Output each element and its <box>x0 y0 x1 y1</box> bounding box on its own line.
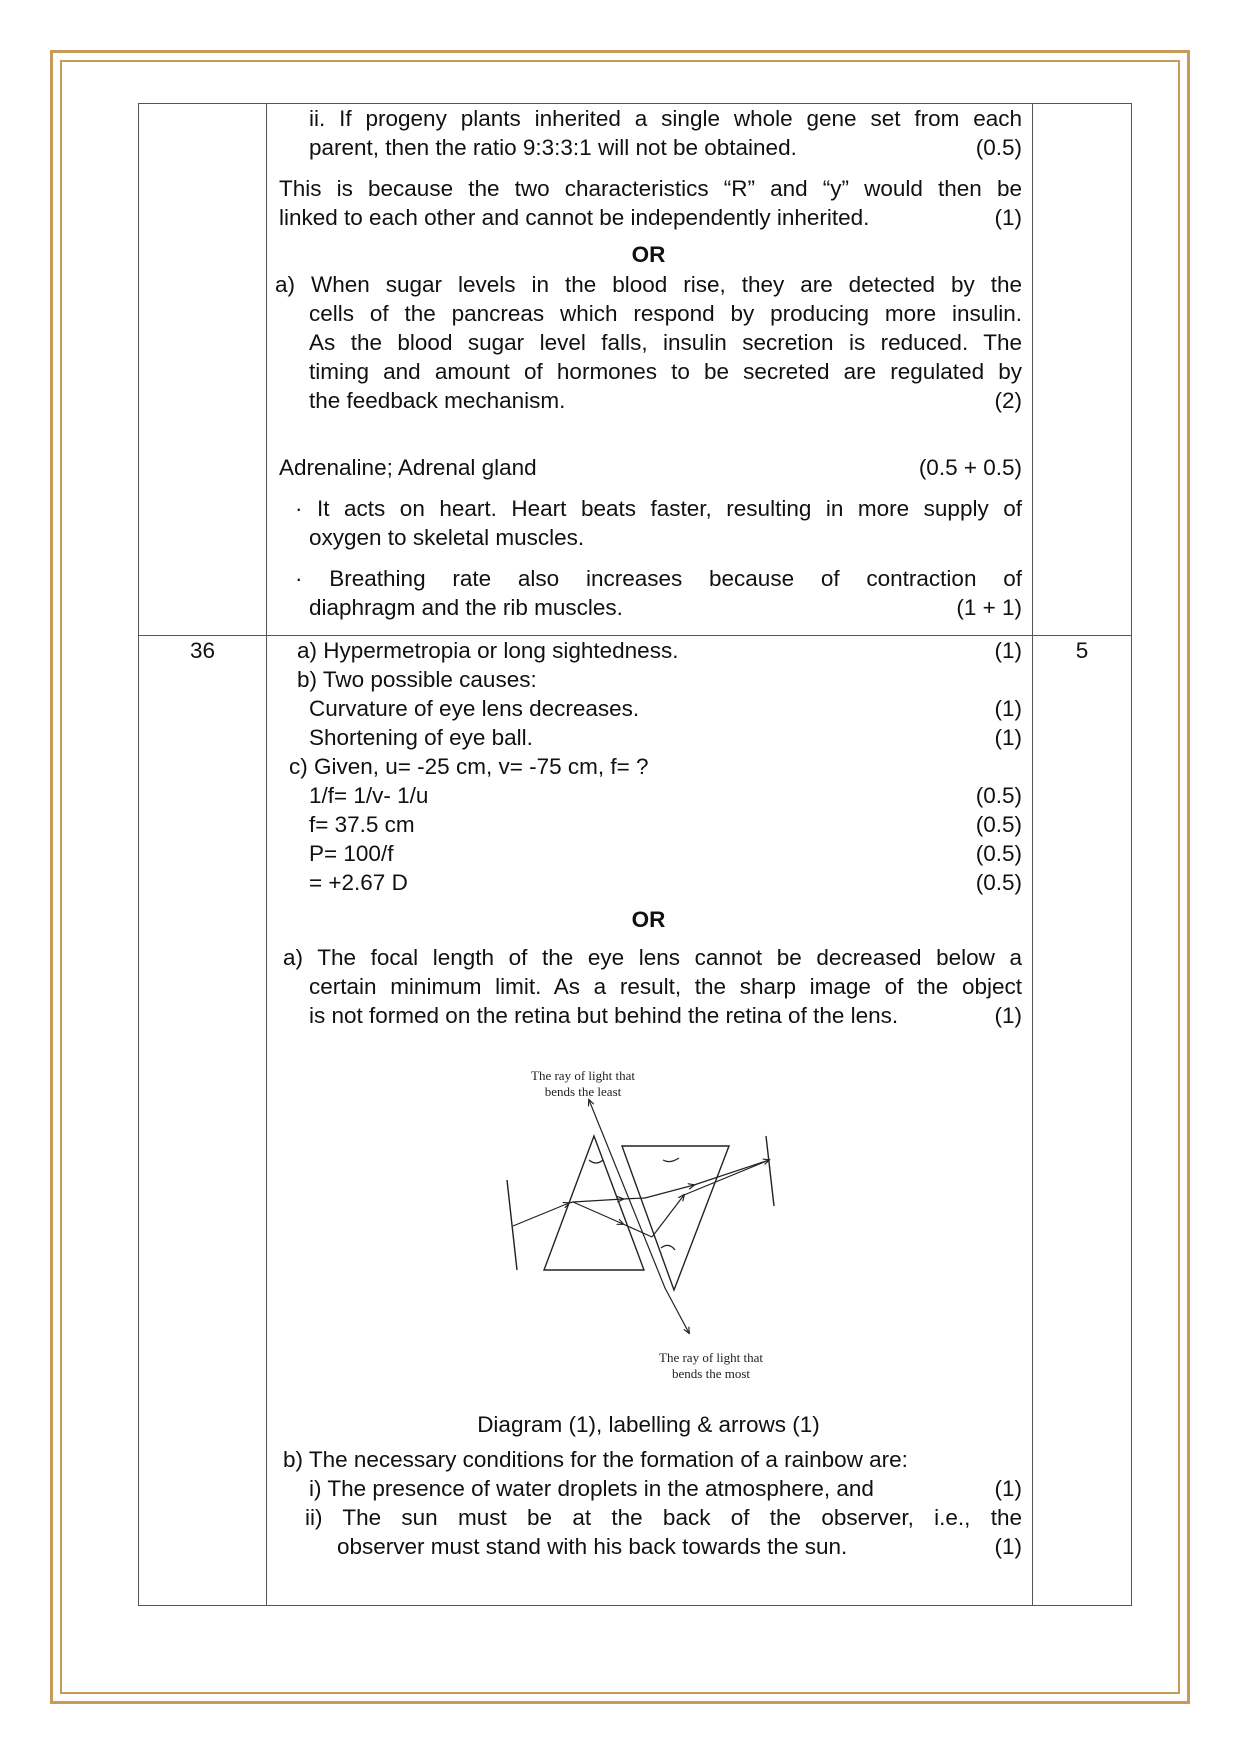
prism-inverted <box>622 1146 729 1290</box>
text-line <box>275 1532 1022 1561</box>
text-line: As the blood sugar level falls, insulin secretion is reduced. The <box>309 330 1022 355</box>
text-line: ii. If progeny plants inherited a single whole gene set from each <box>309 106 1022 131</box>
mark-value: (0.5) <box>975 812 1022 837</box>
mark-value: (0.5) <box>975 783 1022 808</box>
text-line <box>275 593 1022 622</box>
text-line <box>275 810 1022 839</box>
text-line <box>275 781 1022 810</box>
line-text: f= 37.5 cm <box>309 812 415 837</box>
marks-cell: 5 <box>1033 636 1132 1606</box>
text-line: a) The focal length of the eye lens cannot be decreased below a <box>283 945 1022 970</box>
text-line <box>275 665 1022 694</box>
question-number-cell <box>139 104 267 636</box>
text-line: ii) The sun must be at the back of the observer, i.e., the <box>305 1505 1022 1530</box>
mark-value: (0.5) <box>975 135 1022 160</box>
mark-value: (1) <box>994 638 1022 663</box>
mark-value: (1 + 1) <box>956 595 1022 620</box>
screen-right <box>766 1136 774 1206</box>
line-text: Adrenaline; Adrenal gland <box>279 455 537 480</box>
text-line <box>275 453 1022 482</box>
line-text: diaphragm and the rib muscles. <box>309 595 623 620</box>
prism-dispersion-diagram <box>499 1060 799 1380</box>
text-line <box>275 203 1022 232</box>
answer-cell <box>267 636 1033 1606</box>
text-line <box>275 1445 1022 1474</box>
text-line <box>275 752 1022 781</box>
line-text: Curvature of eye lens decreases. <box>309 696 640 721</box>
mark-value: (1) <box>994 205 1022 230</box>
label-top-line-1: The ray of light that <box>530 1068 635 1083</box>
line-text: is not formed on the retina but behind the retina of the lens. <box>309 1003 899 1028</box>
line-text: 1/f= 1/v- 1/u <box>309 783 429 808</box>
text-line: · It acts on heart. Heart beats faster, resulting in more supply of <box>295 496 1022 521</box>
text-line <box>275 386 1022 415</box>
text-line <box>275 523 1022 552</box>
text-line: cells of the pancreas which respond by producing more insulin. <box>309 301 1022 326</box>
line-text: linked to each other and cannot be independently inherited. <box>279 205 870 230</box>
table-row <box>139 104 1132 636</box>
text-line <box>275 868 1022 897</box>
text-line: This is because the two characteristics “R” and “y” would then be <box>279 176 1022 201</box>
or-heading: OR <box>631 242 666 267</box>
mark-value: (1) <box>994 1003 1022 1028</box>
marking-scheme-table <box>138 103 1132 1606</box>
text-line <box>275 1001 1022 1030</box>
question-number-cell: 36 <box>139 636 267 1606</box>
marks-cell <box>1033 104 1132 636</box>
line-text: Shortening of eye ball. <box>309 725 533 750</box>
line-text: = +2.67 D <box>309 870 408 895</box>
line-text: the feedback mechanism. <box>309 388 566 413</box>
light-rays <box>513 1100 769 1333</box>
mark-value: (1) <box>994 696 1022 721</box>
text-line <box>275 694 1022 723</box>
text-line: a) When sugar levels in the blood rise, they are detected by the <box>275 272 1022 297</box>
text-line: timing and amount of hormones to be secreted are regulated by <box>309 359 1022 384</box>
label-bottom-line-1: The ray of light that <box>658 1350 763 1365</box>
line-text: P= 100/f <box>309 841 394 866</box>
line-text: oxygen to skeletal muscles. <box>309 525 585 550</box>
mark-value: (1) <box>994 725 1022 750</box>
prism-upright <box>544 1136 644 1270</box>
text-line: certain minimum limit. As a result, the sharp image of the object <box>309 974 1022 999</box>
mark-value: (0.5 + 0.5) <box>918 455 1022 480</box>
diagram-caption: Diagram (1), labelling & arrows (1) <box>477 1412 820 1437</box>
line-text: b) Two possible causes: <box>297 667 537 692</box>
mark-value: (2) <box>994 388 1022 413</box>
text-line <box>275 839 1022 868</box>
mark-value: (0.5) <box>975 870 1022 895</box>
line-text: parent, then the ratio 9:3:3:1 will not be obtained. <box>309 135 797 160</box>
text-line <box>275 133 1022 162</box>
mark-value: (1) <box>994 1476 1022 1501</box>
label-top-line-2: bends the least <box>544 1084 621 1099</box>
mark-value: (1) <box>994 1534 1022 1559</box>
line-text: a) Hypermetropia or long sightedness. <box>297 638 679 663</box>
text-line <box>275 636 1022 665</box>
line-text: b) The necessary conditions for the formation of a rainbow are: <box>283 1447 908 1472</box>
mark-value: (0.5) <box>975 841 1022 866</box>
table-row <box>139 636 1132 1606</box>
or-heading: OR <box>631 907 666 932</box>
answer-cell <box>267 104 1033 636</box>
line-text: observer must stand with his back towards the sun. <box>337 1534 848 1559</box>
line-text: c) Given, u= -25 cm, v= -75 cm, f= ? <box>289 754 649 779</box>
label-bottom-line-2: bends the most <box>671 1366 750 1380</box>
text-line <box>275 1474 1022 1503</box>
text-line <box>275 723 1022 752</box>
text-line: · Breathing rate also increases because of contraction of <box>295 566 1022 591</box>
line-text: i) The presence of water droplets in the atmosphere, and <box>309 1476 874 1501</box>
